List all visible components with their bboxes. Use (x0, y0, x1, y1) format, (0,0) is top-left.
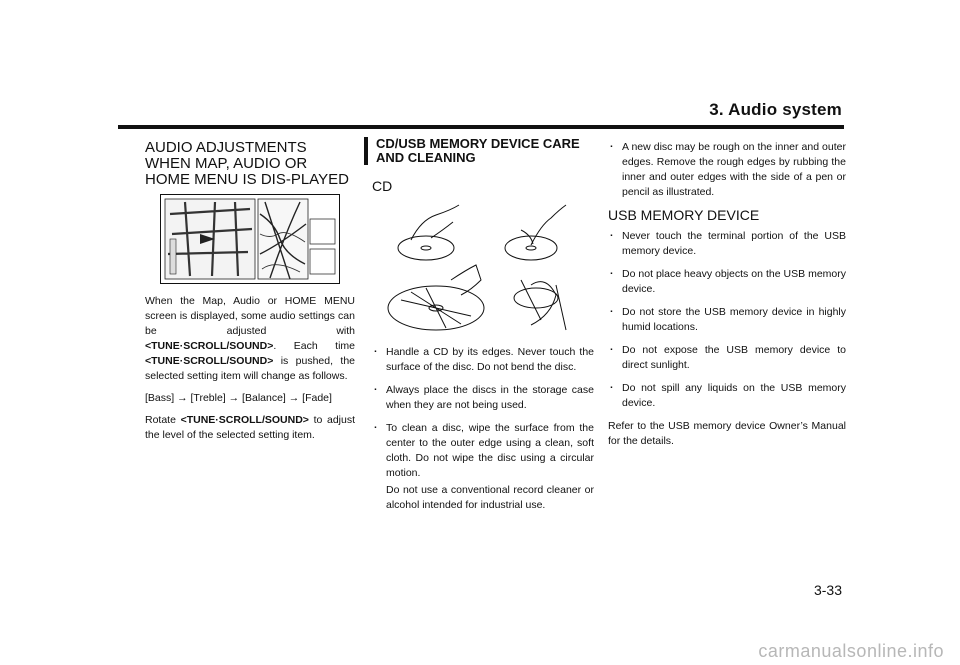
key-label-tune-scroll-sound: <TUNE·SCROLL/SOUND> (180, 414, 309, 426)
subheading-usb-memory-device: USB MEMORY DEVICE (608, 207, 760, 223)
cd-care-list (372, 345, 594, 513)
cd-handling-figure (381, 200, 586, 335)
paragraph-text: . Each time (273, 340, 355, 352)
list-item-note: Do not use a conventional record cleaner or alcohol intended for industrial use. (386, 484, 594, 511)
key-label-tune-scroll-sound: <TUNE·SCROLL/SOUND> (145, 355, 274, 367)
list-item: . Do not spill any liquids on the USB memory device. (608, 381, 846, 411)
chapter-title: 3. Audio system (709, 100, 842, 119)
paragraph-text: When the Map, Audio or HOME MENU screen is displayed, some audio settings can be adjusted with (145, 295, 355, 337)
column-cd-care (372, 136, 594, 521)
paragraph-text: Rotate (145, 414, 176, 426)
usb-care-list (608, 229, 846, 411)
cd-edge-list (608, 140, 846, 200)
paragraph-text: to adjust the level of the selected setting item. (145, 414, 356, 441)
section-heading-audio-adjustments: AUDIO ADJUSTMENTS WHEN MAP, AUDIO OR HOME MENU IS DIS-PLAYED (145, 139, 349, 188)
key-label-tune-scroll-sound: <TUNE·SCROLL/SOUND> (145, 340, 274, 352)
list-item: . Handle a CD by its edges. Never touch the surface of the disc. Do not bend the disc. (372, 345, 594, 375)
list-item: . Never touch the terminal portion of the USB memory device. (608, 229, 846, 259)
list-item: . A new disc may be rough on the inner and outer edges. Remove the rough edges by rubbing the inner and outer edges with the side of a pen or pencil as illustrated. (608, 140, 846, 200)
list-item (372, 421, 594, 513)
paragraph-rotate (145, 413, 355, 443)
paragraph-text: is pushed, the selected setting item will change as follows. (145, 355, 355, 382)
column-usb-care (608, 140, 846, 456)
section-heading-cd-usb-care: CD/USB MEMORY DEVICE CARE AND CLEANING (364, 137, 594, 165)
paragraph-adjust-intro (145, 294, 355, 384)
setting-sequence: [Bass] → [Treble] → [Balance] → [Fade] (145, 392, 332, 404)
subheading-cd: CD (372, 178, 393, 194)
page-number: 3-33 (813, 582, 842, 598)
watermark-text[interactable]: carmanualsonline.info (758, 641, 944, 661)
list-item: . Do not expose the USB memory device to direct sunlight. (608, 343, 846, 373)
list-item: . Always place the discs in the storage case when they are not being used. (372, 383, 594, 413)
list-item: . Do not store the USB memory device in highly humid locations. (608, 305, 846, 335)
paragraph-owners-manual: Refer to the USB memory device Owner’s Manual for the details. (608, 420, 846, 447)
column-audio-adjustments (145, 140, 355, 450)
map-screen-figure (160, 194, 340, 284)
list-item-text: To clean a disc, wipe the surface from the center to the outer edge using a clean, soft cloth. Do not wipe the disc using a circular motion. (386, 422, 594, 479)
list-item: . Do not place heavy objects on the USB memory device. (608, 267, 846, 297)
header-rule (118, 125, 844, 129)
